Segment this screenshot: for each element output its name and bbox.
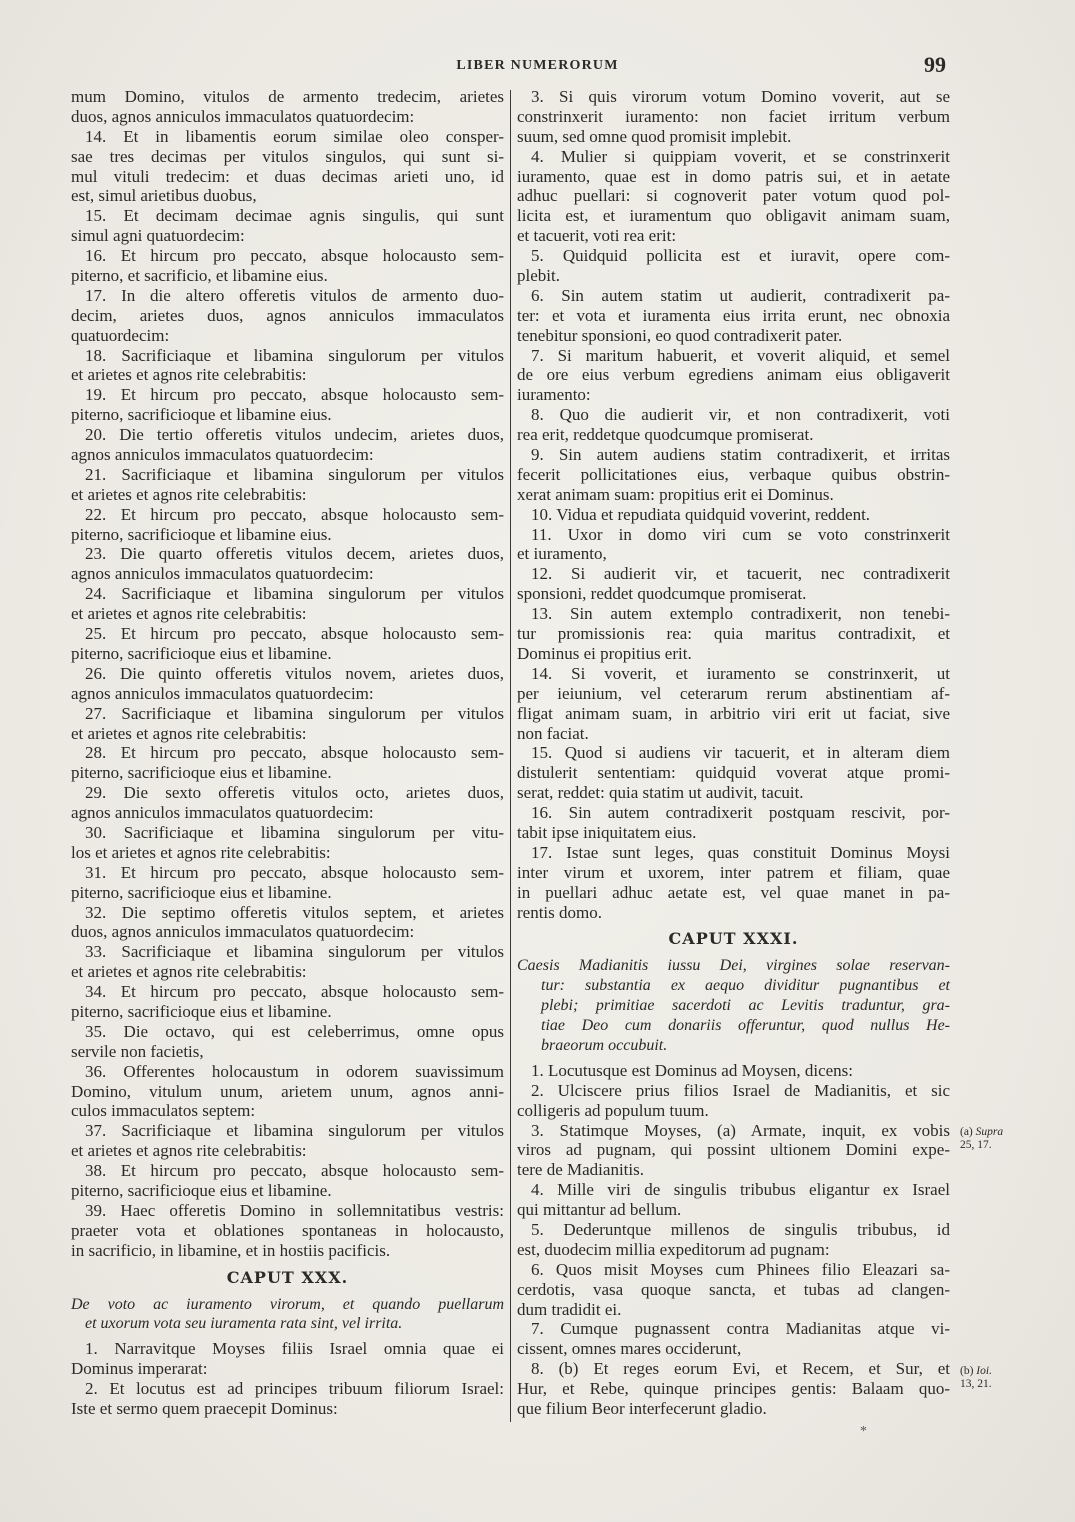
text-line: 28. Et hircum pro peccato, absque holocausto sem- (85, 743, 504, 763)
verse-paragraph (517, 803, 950, 843)
summary-line: braeorum occubuit. (541, 1036, 668, 1054)
text-line: 29. Die sexto offeretis vitulos octo, arietes duos, (85, 783, 504, 803)
text-line: 32. Die septimo offeretis vitulos septem, et arietes (85, 902, 504, 922)
note-marker: (a) (960, 1126, 973, 1138)
verse-paragraph (71, 425, 504, 465)
note-marker: (b) (960, 1365, 974, 1377)
text-line: culos immaculatos septem: (71, 1101, 256, 1121)
text-line: Dominus imperarat: (71, 1359, 208, 1379)
verse-paragraph (517, 1121, 950, 1181)
text-line: suum, sed omne quod promisit implebit. (517, 126, 792, 146)
text-line: Dominus ei propitius erit. (517, 643, 692, 663)
summary-line: et uxorum vota seu iuramenta rata sint, vel irrita. (85, 1315, 403, 1333)
verse-paragraph (71, 1062, 504, 1122)
verse-paragraph (71, 1161, 504, 1201)
margin-note-a (960, 1126, 1003, 1152)
text-line: 7. Si maritum habuerit, et voverit aliquid, et semel (531, 345, 950, 365)
text-line: 3. Statimque Moyses, (a) Armate, inquit, ex vobis (531, 1120, 950, 1140)
text-line: 1. Locutusque est Dominus ad Moysen, dicens: (531, 1060, 854, 1080)
verse-paragraph (71, 743, 504, 783)
verse-paragraph (517, 564, 950, 604)
text-line: 36. Offerentes holocaustum in odorem suavissimum (85, 1061, 504, 1081)
text-line: 14. Et in libamentis eorum similae oleo consper- (85, 126, 504, 146)
text-line: tere de Madianitis. (517, 1160, 644, 1180)
text-line: rea erit, reddetque quodcumque promiserat. (517, 425, 814, 445)
text-line: et arietes et agnos rite celebrabitis: (71, 484, 307, 504)
verse-paragraph (71, 1201, 504, 1261)
text-line: agnos anniculos immaculatos quatuordecim: (71, 564, 374, 584)
page-number: 99 (924, 52, 946, 77)
summary-line: De voto ac iuramento virorum, et quando puellarum (71, 1295, 504, 1313)
right-column (517, 87, 950, 1419)
summary-line: tiae Deo cum donariis offeruntur, quod nullus He- (541, 1017, 950, 1035)
summary-line: Caesis Madianitis iussu Dei, virgines solae reservan- (517, 957, 950, 975)
verse-paragraph (517, 286, 950, 346)
text-line: de ore eius verbum egrediens animam eius obligaverit (517, 365, 950, 385)
text-line: piterno, sacrificioque eius et libamine. (71, 763, 332, 783)
text-line: distulerit sententiam: quidquid voverat atque promi- (517, 763, 950, 783)
text-line: quatuordecim: (71, 325, 170, 345)
verse-paragraph (71, 1339, 504, 1379)
text-line: tenebitur sponsioni, eo quod contradixerit pater. (517, 325, 843, 345)
text-line: piterno, sacrificioque et libamine eius. (71, 524, 332, 544)
text-line: 2. Ulciscere prius filios Israel de Madianitis, et sic (531, 1080, 950, 1100)
verse-paragraph (517, 405, 950, 445)
text-line: 23. Die quarto offeretis vitulos decem, arietes duos, (85, 544, 504, 564)
text-line: colligeris ad populum tuum. (517, 1100, 709, 1120)
verse-paragraph (71, 385, 504, 425)
text-line: et tacuerit, voti rea erit: (517, 226, 677, 246)
text-line: est, duodecim millia expeditorum ad pugnam: (517, 1239, 830, 1259)
note-ref: Supra (975, 1126, 1004, 1138)
text-line: cerdotis, vasa quoque sancta, et tubas ad clangen- (517, 1279, 950, 1299)
text-line: 24. Sacrificiaque et libamina singulorum per vitulos (85, 584, 504, 604)
text-line: sponsioni, reddet quodcumque promiserat. (517, 584, 807, 604)
text-line: agnos anniculos immaculatos quatuordecim: (71, 445, 374, 465)
text-line: Domino, vitulum unum, arietem unum, agnos anni- (71, 1081, 504, 1101)
verse-paragraph (517, 1319, 950, 1359)
verse-paragraph (71, 544, 504, 584)
verse-paragraph (71, 1022, 504, 1062)
verse-paragraph (71, 903, 504, 943)
text-line: plebit. (517, 266, 560, 286)
verse-paragraph (517, 1061, 950, 1081)
text-line: in puellari adhuc aetate est, vel quae manet in pa- (517, 882, 950, 902)
verse-paragraph (517, 1220, 950, 1260)
text-line: duos, agnos anniculos immaculatos quatuordecim: (71, 922, 415, 942)
chapter-summary (517, 956, 950, 1055)
text-line: licita est, et iuramentum quo obligavit animam suam, (517, 206, 950, 226)
signature-mark: * (860, 1424, 867, 1439)
verse-paragraph (71, 1121, 504, 1161)
text-line: 19. Et hircum pro peccato, absque holocausto sem- (85, 385, 504, 405)
text-line: agnos anniculos immaculatos quatuordecim: (71, 803, 374, 823)
verse-paragraph (517, 664, 950, 744)
text-line: 14. Si voverit, et iuramento se constrinxerit, ut (531, 663, 950, 683)
text-line: 30. Sacrificiaque et libamina singulorum per vitu- (85, 822, 504, 842)
text-line: praeter vota et oblationes spontaneas in holocausto, (71, 1220, 504, 1240)
verse-paragraph (517, 743, 950, 803)
verse-paragraph (71, 584, 504, 624)
verse-paragraph (517, 1081, 950, 1121)
text-line: iuramento, quae est in domo patris sui, et in aetate (517, 166, 950, 186)
text-line: ter: et vota et iuramenta eius irrita erunt, nec obnoxia (517, 305, 950, 325)
note-cite: 13, 21. (960, 1378, 992, 1390)
verse-paragraph (71, 783, 504, 823)
text-line: constrinxerit iuramento: non faciet irritum verbum (517, 106, 950, 126)
text-line: 38. Et hircum pro peccato, absque holocausto sem- (85, 1161, 504, 1181)
verse-paragraph (71, 704, 504, 744)
margin-note-b (960, 1365, 992, 1391)
verse-paragraph (517, 87, 950, 147)
text-line: est, simul arietibus duobus, (71, 186, 257, 206)
verse-paragraph (517, 346, 950, 406)
verse-paragraph (71, 206, 504, 246)
text-line: 1. Narravitque Moyses filiis Israel omnia quae ei (85, 1339, 504, 1359)
text-line: 33. Sacrificiaque et libamina singulorum per vitulos (85, 942, 504, 962)
text-line: 35. Die octavo, qui est celeberrimus, omne opus (85, 1021, 504, 1041)
verse-paragraph (517, 1180, 950, 1220)
verse-paragraph (71, 1379, 504, 1419)
text-line: piterno, sacrificioque eius et libamine. (71, 1001, 332, 1021)
text-line: dum tradidit ei. (517, 1299, 622, 1319)
text-line: 11. Uxor in domo viri cum se voto constrinxerit (531, 524, 950, 544)
text-line: et arietes et agnos rite celebrabitis: (71, 1141, 307, 1161)
running-title: LIBER NUMERORUM (456, 58, 619, 73)
text-line: 5. Quidquid pollicita est et iuravit, opere com- (531, 246, 950, 266)
verse-paragraph (71, 863, 504, 903)
text-line: fligat animam suam, in arbitrio viri erit ut faciat, sive (517, 703, 950, 723)
verse-paragraph (71, 465, 504, 505)
chapter-summary (71, 1295, 504, 1335)
text-line: 27. Sacrificiaque et libamina singulorum per vitulos (85, 703, 504, 723)
verse-paragraph (71, 942, 504, 982)
verse-paragraph (71, 982, 504, 1022)
column-divider (510, 90, 511, 1422)
note-cite: 25, 17. (960, 1139, 992, 1151)
text-line: 16. Sin autem contradixerit postquam rescivit, por- (531, 803, 950, 823)
text-line: et arietes et agnos rite celebrabitis: (71, 365, 307, 385)
text-line: Hur, et Rebe, quinque principes gentis: Balaam quo- (517, 1379, 950, 1399)
text-line: 20. Die tertio offeretis vitulos undecim, arietes duos, (85, 425, 504, 445)
verse-paragraph (517, 525, 950, 565)
verse-paragraph (517, 604, 950, 664)
text-line: decim, arietes duos, agnos anniculos immaculatos (71, 305, 504, 325)
text-line: Iste et sermo quem praecepit Dominus: (71, 1399, 338, 1418)
note-ref: Ioi. (976, 1365, 992, 1377)
text-line: 37. Sacrificiaque et libamina singulorum per vitulos (85, 1121, 504, 1141)
text-line: 34. Et hircum pro peccato, absque holocausto sem- (85, 982, 504, 1002)
verse-paragraph (517, 246, 950, 286)
text-line: 5. Dederuntque millenos de singulis tribubus, id (531, 1219, 950, 1239)
text-line: in sacrificio, in libamine, et in hostiis pacificis. (71, 1240, 391, 1260)
text-line: 18. Sacrificiaque et libamina singulorum per vitulos (85, 345, 504, 365)
text-line: 10. Vidua et repudiata quidquid voverint, reddent. (531, 504, 871, 524)
text-line: et arietes et agnos rite celebrabitis: (71, 962, 307, 982)
verse-paragraph (517, 445, 950, 505)
text-line: piterno, sacrificioque eius et libamine. (71, 1180, 332, 1200)
text-line: los et arietes et agnos rite celebrabitis: (71, 842, 331, 862)
text-line: 6. Quos misit Moyses cum Phinees filio Eleazari sa- (531, 1259, 950, 1279)
verse-paragraph (71, 624, 504, 664)
verse-paragraph (71, 246, 504, 286)
text-line: non faciat. (517, 723, 589, 743)
summary-line: tur: substantia ex aequo dividitur pugnantibus et (541, 977, 950, 995)
text-line: et iuramento, (517, 544, 607, 564)
text-line: piterno, et sacrificio, et libamine eius. (71, 266, 328, 286)
text-line: 17. Istae sunt leges, quas constituit Dominus Moysi (531, 842, 950, 862)
text-line: 13. Sin autem extemplo contradixerit, non tenebi- (531, 604, 950, 624)
text-line: que filium Beor interfecerunt gladio. (517, 1399, 767, 1418)
text-line: mum Domino, vitulos de armento tredecim, arietes (71, 87, 504, 106)
text-line: agnos anniculos immaculatos quatuordecim: (71, 683, 374, 703)
text-line: viros ad pugnam, qui possint ultionem Domini expe- (517, 1140, 950, 1160)
text-line: 17. In die altero offeretis vitulos de armento duo- (85, 285, 504, 305)
text-line: mul vituli tredecim: et duas decimas arieti uno, id (71, 166, 504, 186)
verse-paragraph (71, 127, 504, 207)
text-line: 3. Si quis virorum votum Domino voverit, aut se (531, 87, 950, 106)
verse-paragraph (71, 505, 504, 545)
verse-paragraph (517, 505, 950, 525)
text-line: cissent, omnes mares occiderunt, (517, 1339, 742, 1359)
text-line: 7. Cumque pugnassent contra Madianitas atque vi- (531, 1319, 950, 1339)
text-line: rentis domo. (517, 902, 602, 922)
text-line: per ieiunium, vel ceterarum rerum abstinentiam af- (517, 683, 950, 703)
verse-paragraph (517, 147, 950, 246)
text-line: adhuc puellari: si cognoverit pater votum quod pol- (517, 186, 950, 206)
text-line: fecerit pollicitationes eius, verbaque quibus obstrin- (517, 464, 950, 484)
text-line: et arietes et agnos rite celebrabitis: (71, 604, 307, 624)
text-line: servile non facietis, (71, 1041, 204, 1061)
verse-paragraph (71, 286, 504, 346)
text-line: iuramento: (517, 385, 591, 405)
text-line: 2. Et locutus est ad principes tribuum filiorum Israel: (85, 1379, 504, 1399)
verse-paragraph (71, 664, 504, 704)
text-line: tabit ipse iniquitatem eius. (517, 822, 697, 842)
text-line: 16. Et hircum pro peccato, absque holocausto sem- (85, 246, 504, 266)
text-line: 4. Mille viri de singulis tribubus eligantur ex Israel (531, 1180, 950, 1200)
verse-paragraph (517, 843, 950, 923)
chapter-heading: CAPUT XXXI. (668, 929, 799, 949)
text-line: xerat animam suam: propitius erit ei Dominus. (517, 484, 834, 504)
text-line: 4. Mulier si quippiam voverit, et se constrinxerit (531, 146, 950, 166)
text-line: 15. Et decimam decimae agnis singulis, qui sunt (85, 206, 504, 226)
text-line: 6. Sin autem statim ut audierit, contradixerit pa- (531, 285, 950, 305)
text-line: 25. Et hircum pro peccato, absque holocausto sem- (85, 624, 504, 644)
text-line: duos, agnos anniculos immaculatos quatuordecim: (71, 106, 415, 126)
text-line: 9. Sin autem audiens statim contradixerit, et irritas (531, 445, 950, 465)
text-line: serat, reddet: quia statim ut audivit, tacuit. (517, 783, 804, 803)
verse-paragraph (71, 823, 504, 863)
text-line: 22. Et hircum pro peccato, absque holocausto sem- (85, 504, 504, 524)
text-line: 15. Quod si audiens vir tacuerit, et in alteram diem (531, 743, 950, 763)
text-line: 26. Die quinto offeretis vitulos novem, arietes duos, (85, 663, 504, 683)
verse-paragraph (517, 1359, 950, 1419)
text-line: piterno, sacrificioque eius et libamine. (71, 882, 332, 902)
text-line: et arietes et agnos rite celebrabitis: (71, 723, 307, 743)
text-line: 39. Haec offeretis Domino in sollemnitatibus vestris: (85, 1200, 504, 1220)
left-column (71, 87, 504, 1419)
text-line: sae tres decimas per vitulos singulos, qui sunt si- (71, 146, 504, 166)
text-line: tur promissionis rea: quia maritus contradixit, et (517, 624, 950, 644)
text-line: simul agni quatuordecim: (71, 226, 245, 246)
text-line: 8. Quo die audierit vir, et non contradixerit, voti (531, 405, 950, 425)
verse-paragraph (517, 1260, 950, 1320)
text-line: 31. Et hircum pro peccato, absque holocausto sem- (85, 862, 504, 882)
summary-line: plebi; primitiae sacerdoti ac Levitis traduntur, gra- (541, 997, 950, 1015)
text-line: inter virum et uxorem, inter patrem et filiam, quae (517, 862, 950, 882)
text-line: qui mittantur ad bellum. (517, 1200, 682, 1220)
chapter-heading: CAPUT XXX. (226, 1267, 349, 1287)
text-line: piterno, sacrificioque et libamine eius. (71, 405, 332, 425)
text-line: 8. (b) Et reges eorum Evi, et Recem, et Sur, et (531, 1359, 950, 1379)
verse-paragraph (71, 346, 504, 386)
text-line: 12. Si audierit vir, et tacuerit, nec contradixerit (531, 564, 950, 584)
text-line: piterno, sacrificioque eius et libamine. (71, 643, 332, 663)
text-line: 21. Sacrificiaque et libamina singulorum per vitulos (85, 464, 504, 484)
